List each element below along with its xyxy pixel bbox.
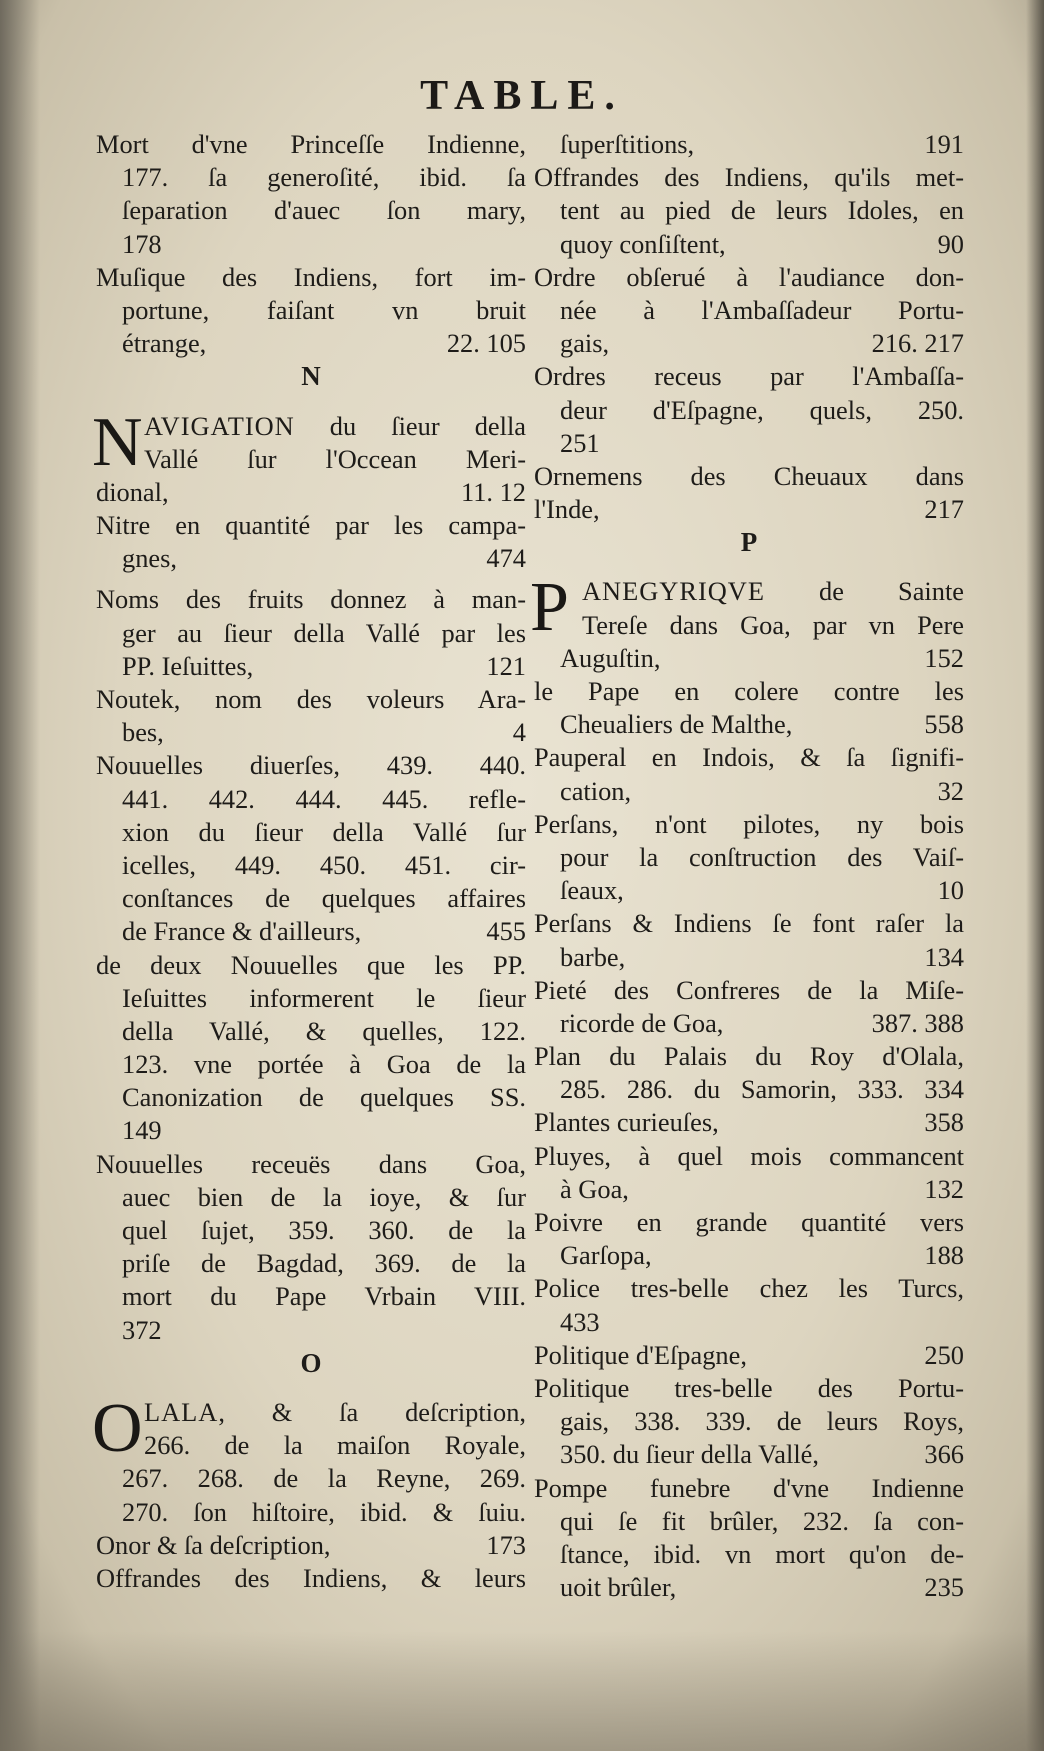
index-line: Pompe funebre d'vne Indienne (534, 1472, 964, 1503)
page-reference: 152 (924, 642, 964, 673)
page-left-edge-shadow (0, 0, 40, 1751)
index-line: le Pape en colere contre les (534, 676, 964, 706)
index-text: à Goa, (560, 1173, 629, 1204)
index-text: gnes, (122, 543, 177, 574)
page-reference: 191 (924, 129, 964, 159)
index-line: 270. ſon hiſtoire, ibid. & ſuiu. (122, 1496, 526, 1527)
index-entry-with-page (534, 708, 964, 741)
index-text: de France & d'ailleurs, (122, 916, 362, 947)
page-reference: 250 (924, 1339, 964, 1370)
index-line: mort du Pape Vrbain VIII. (122, 1281, 526, 1312)
index-line: ſtance, ibid. vn mort qu'on de- (560, 1538, 964, 1569)
index-entry-with-page (96, 542, 526, 575)
page-reference: 188 (924, 1240, 964, 1271)
page-reference: 173 (486, 1529, 526, 1560)
index-line: tent au pied de leurs Idoles, en (560, 195, 964, 226)
index-line: Noms des fruits donnez à man- (96, 584, 526, 615)
index-column-left (92, 128, 526, 1595)
small-caps-word: LALA (144, 1396, 219, 1427)
index-entry-with-page (534, 1007, 964, 1040)
index-entry-with-page (534, 327, 964, 360)
index-text: Plantes curieuſes, (534, 1107, 719, 1138)
page-reference: 474 (486, 543, 526, 574)
index-text: Cheualiers de Malthe, (560, 709, 793, 740)
page-reference: 132 (924, 1173, 964, 1204)
index-line: ger au ſieur della Vallé par les (122, 617, 526, 648)
index-line: Offrandes des Indiens, qu'ils met- (534, 162, 964, 193)
index-line: Canonization de quelques SS. (122, 1082, 526, 1113)
index-line: conſtances de quelques affaires (122, 883, 526, 914)
drop-cap-n: N (92, 403, 143, 481)
page-reference: 235 (924, 1572, 964, 1603)
index-entry-with-page (534, 1173, 964, 1206)
page-reference: 134 (924, 941, 964, 972)
page-reference: 22. 105 (446, 328, 526, 359)
index-text: ricorde de Goa, (560, 1007, 724, 1038)
index-line (144, 1396, 526, 1429)
small-caps-word: ANEGYRIQVE (582, 576, 765, 607)
drop-cap-entry-olala (92, 1389, 526, 1467)
index-line: Vallé ſur l'Occean Meri- (144, 443, 526, 474)
spacer (96, 575, 526, 583)
index-text: dional, (96, 476, 169, 507)
spacer (534, 559, 964, 575)
index-line: 177. ſa generoſité, ibid. ſa (122, 162, 526, 193)
page-reference: 90 (937, 228, 964, 259)
page-reference: 32 (937, 775, 964, 806)
small-caps-word: AVIGATION (144, 410, 295, 441)
page-title: TABLE. (420, 73, 624, 119)
index-line: Perſans, n'ont pilotes, ny bois (534, 808, 964, 839)
index-entry-with-page (534, 1239, 964, 1272)
index-text: étrange, (122, 328, 207, 359)
index-text: uoit brûler, (560, 1572, 677, 1603)
index-line: Offrandes des Indiens, & leurs (96, 1562, 526, 1593)
index-line: qui ſe fit brûler, 232. ſa con- (560, 1505, 964, 1536)
index-line: ſeparation d'auec ſon mary, (122, 195, 526, 226)
index-line: 266. de la maiſon Royale, (144, 1430, 526, 1461)
index-text: du ſieur della (294, 410, 526, 441)
index-line (582, 575, 964, 608)
index-text: Politique d'Eſpagne, (534, 1339, 747, 1370)
index-entry-with-page (96, 327, 526, 360)
index-line: 149 (122, 1115, 162, 1146)
index-line: priſe de Bagdad, 369. de la (122, 1248, 526, 1279)
index-entry-with-page (534, 1571, 964, 1604)
index-text: cation, (560, 775, 632, 806)
index-line: Ordre obſerué à l'audiance don- (534, 261, 964, 292)
index-line: 123. vne portée à Goa de la (122, 1049, 526, 1080)
page-reference: 455 (486, 916, 526, 947)
index-entry-with-page (534, 1339, 964, 1372)
index-line: Perſans & Indiens ſe font raſer la (534, 908, 964, 939)
index-line: Politique tres-belle des Portu- (534, 1372, 964, 1403)
index-entry-with-page (534, 874, 964, 907)
section-letter-p: P (740, 527, 758, 558)
page-bottom-shading (0, 1631, 1044, 1751)
index-line: della Vallé, & quelles, 122. (122, 1015, 526, 1046)
index-line: 433 (560, 1306, 600, 1337)
index-entry-with-page (534, 941, 964, 974)
section-letter-n: N (301, 361, 321, 392)
drop-cap-p: P (530, 569, 569, 647)
index-text: barbe, (560, 941, 626, 972)
index-line: auec bien de la ioye, & ſur (122, 1181, 526, 1212)
index-line: xion du ſieur della Vallé ſur (122, 816, 526, 847)
index-line: Ieſuittes informerent le ſieur (122, 982, 526, 1013)
index-entry-with-page (534, 128, 964, 161)
index-line: portune, faiſant vn bruit (122, 294, 526, 325)
spacer (96, 1380, 526, 1396)
index-line (144, 410, 526, 443)
index-line: 372 (122, 1314, 162, 1345)
index-line: Mort d'vne Princeſſe Indienne, (96, 129, 526, 159)
index-text: Auguſtin, (560, 642, 661, 673)
index-text: gais, (560, 328, 610, 359)
index-line: Nouuelles diuerſes, 439. 440. (96, 750, 526, 781)
page-reference: 4 (512, 717, 526, 748)
index-text: ſuperſtitions, (560, 129, 695, 159)
index-line: icelles, 449. 450. 451. cir- (122, 849, 526, 880)
page-reference: 387. 388 (871, 1007, 964, 1038)
index-line: 267. 268. de la Reyne, 269. (122, 1463, 526, 1494)
index-entry-with-page (96, 476, 526, 509)
index-entry-with-page (96, 915, 526, 948)
index-line: née à l'Ambaſſadeur Portu- (560, 294, 964, 325)
index-text: Onor & ſa deſcription, (96, 1529, 331, 1560)
index-line: Poivre en grande quantité vers (534, 1207, 964, 1237)
index-line: Ordres receus par l'Ambaſſa- (534, 361, 964, 392)
index-entry-with-page (96, 1529, 526, 1562)
index-line: deur d'Eſpagne, quels, 250. (560, 394, 964, 425)
page-reference: 558 (924, 709, 964, 740)
drop-cap-o: O (92, 1389, 143, 1467)
index-line: 251 (560, 427, 600, 458)
index-line: de deux Nouuelles que les PP. (96, 949, 526, 980)
page-reference: 121 (486, 650, 526, 681)
page-reference: 216. 217 (871, 328, 964, 359)
index-line: Tereſe dans Goa, par vn Pere (582, 609, 964, 640)
index-column-right (530, 128, 964, 1604)
index-line: Nitre en quantité par les campa- (96, 510, 526, 541)
index-entry-with-page (96, 650, 526, 683)
page-reference: 10 (937, 875, 964, 906)
index-line: 178 (122, 228, 162, 259)
page-right-edge-shadow (1026, 0, 1044, 1751)
index-line: Muſique des Indiens, fort im- (96, 261, 526, 292)
index-entry-with-page (534, 1106, 964, 1139)
index-entry-with-page (534, 228, 964, 261)
index-text: PP. Ieſuittes, (122, 650, 254, 681)
index-line: Pieté des Confreres de la Miſe- (534, 974, 964, 1005)
index-line: 441. 442. 444. 445. refle- (122, 783, 526, 814)
index-line: 285. 286. du Samorin, 333. 334 (560, 1074, 964, 1105)
index-line: Pluyes, à quel mois commancent (534, 1140, 964, 1171)
index-line: Noutek, nom des voleurs Ara- (96, 684, 526, 714)
page-reference: 366 (924, 1439, 964, 1470)
index-text: Garſopa, (560, 1240, 652, 1271)
index-text: quoy conſiſtent, (560, 228, 726, 259)
index-line: Pauperal en Indois, & ſa ſignifi- (534, 742, 964, 773)
spacer (96, 394, 526, 410)
drop-cap-entry-panegyrique (530, 569, 964, 647)
index-line: quel ſujet, 359. 360. de la (122, 1215, 526, 1245)
page-reference: 11. 12 (461, 476, 526, 507)
index-text: bes, (122, 717, 164, 748)
index-text: ſeaux, (560, 875, 624, 906)
index-text: 350. du ſieur della Vallé, (560, 1439, 819, 1470)
index-line: Police tres-belle chez les Turcs, (534, 1273, 964, 1304)
index-text: de Sainte (764, 576, 964, 607)
index-line: Nouuelles receuës dans Goa, (96, 1148, 526, 1179)
index-entry-with-page (534, 775, 964, 808)
index-text: , & ſa deſcription, (218, 1396, 526, 1427)
index-line: gais, 338. 339. de leurs Roys, (560, 1406, 964, 1437)
page-reference: 217 (924, 494, 964, 525)
index-line: Ornemens des Cheuaux dans (534, 460, 964, 491)
index-line: Plan du Palais du Roy d'Olala, (534, 1041, 964, 1072)
drop-cap-entry-navigation (92, 403, 526, 481)
index-entry-with-page (534, 493, 964, 526)
index-entry-with-page (534, 642, 964, 675)
index-text: l'Inde, (534, 494, 600, 525)
index-entry-with-page (534, 1438, 964, 1471)
index-line: pour la conſtruction des Vaiſ- (560, 841, 964, 872)
page-reference: 358 (924, 1107, 964, 1138)
index-entry-with-page (96, 716, 526, 749)
section-letter-o: O (300, 1347, 322, 1378)
